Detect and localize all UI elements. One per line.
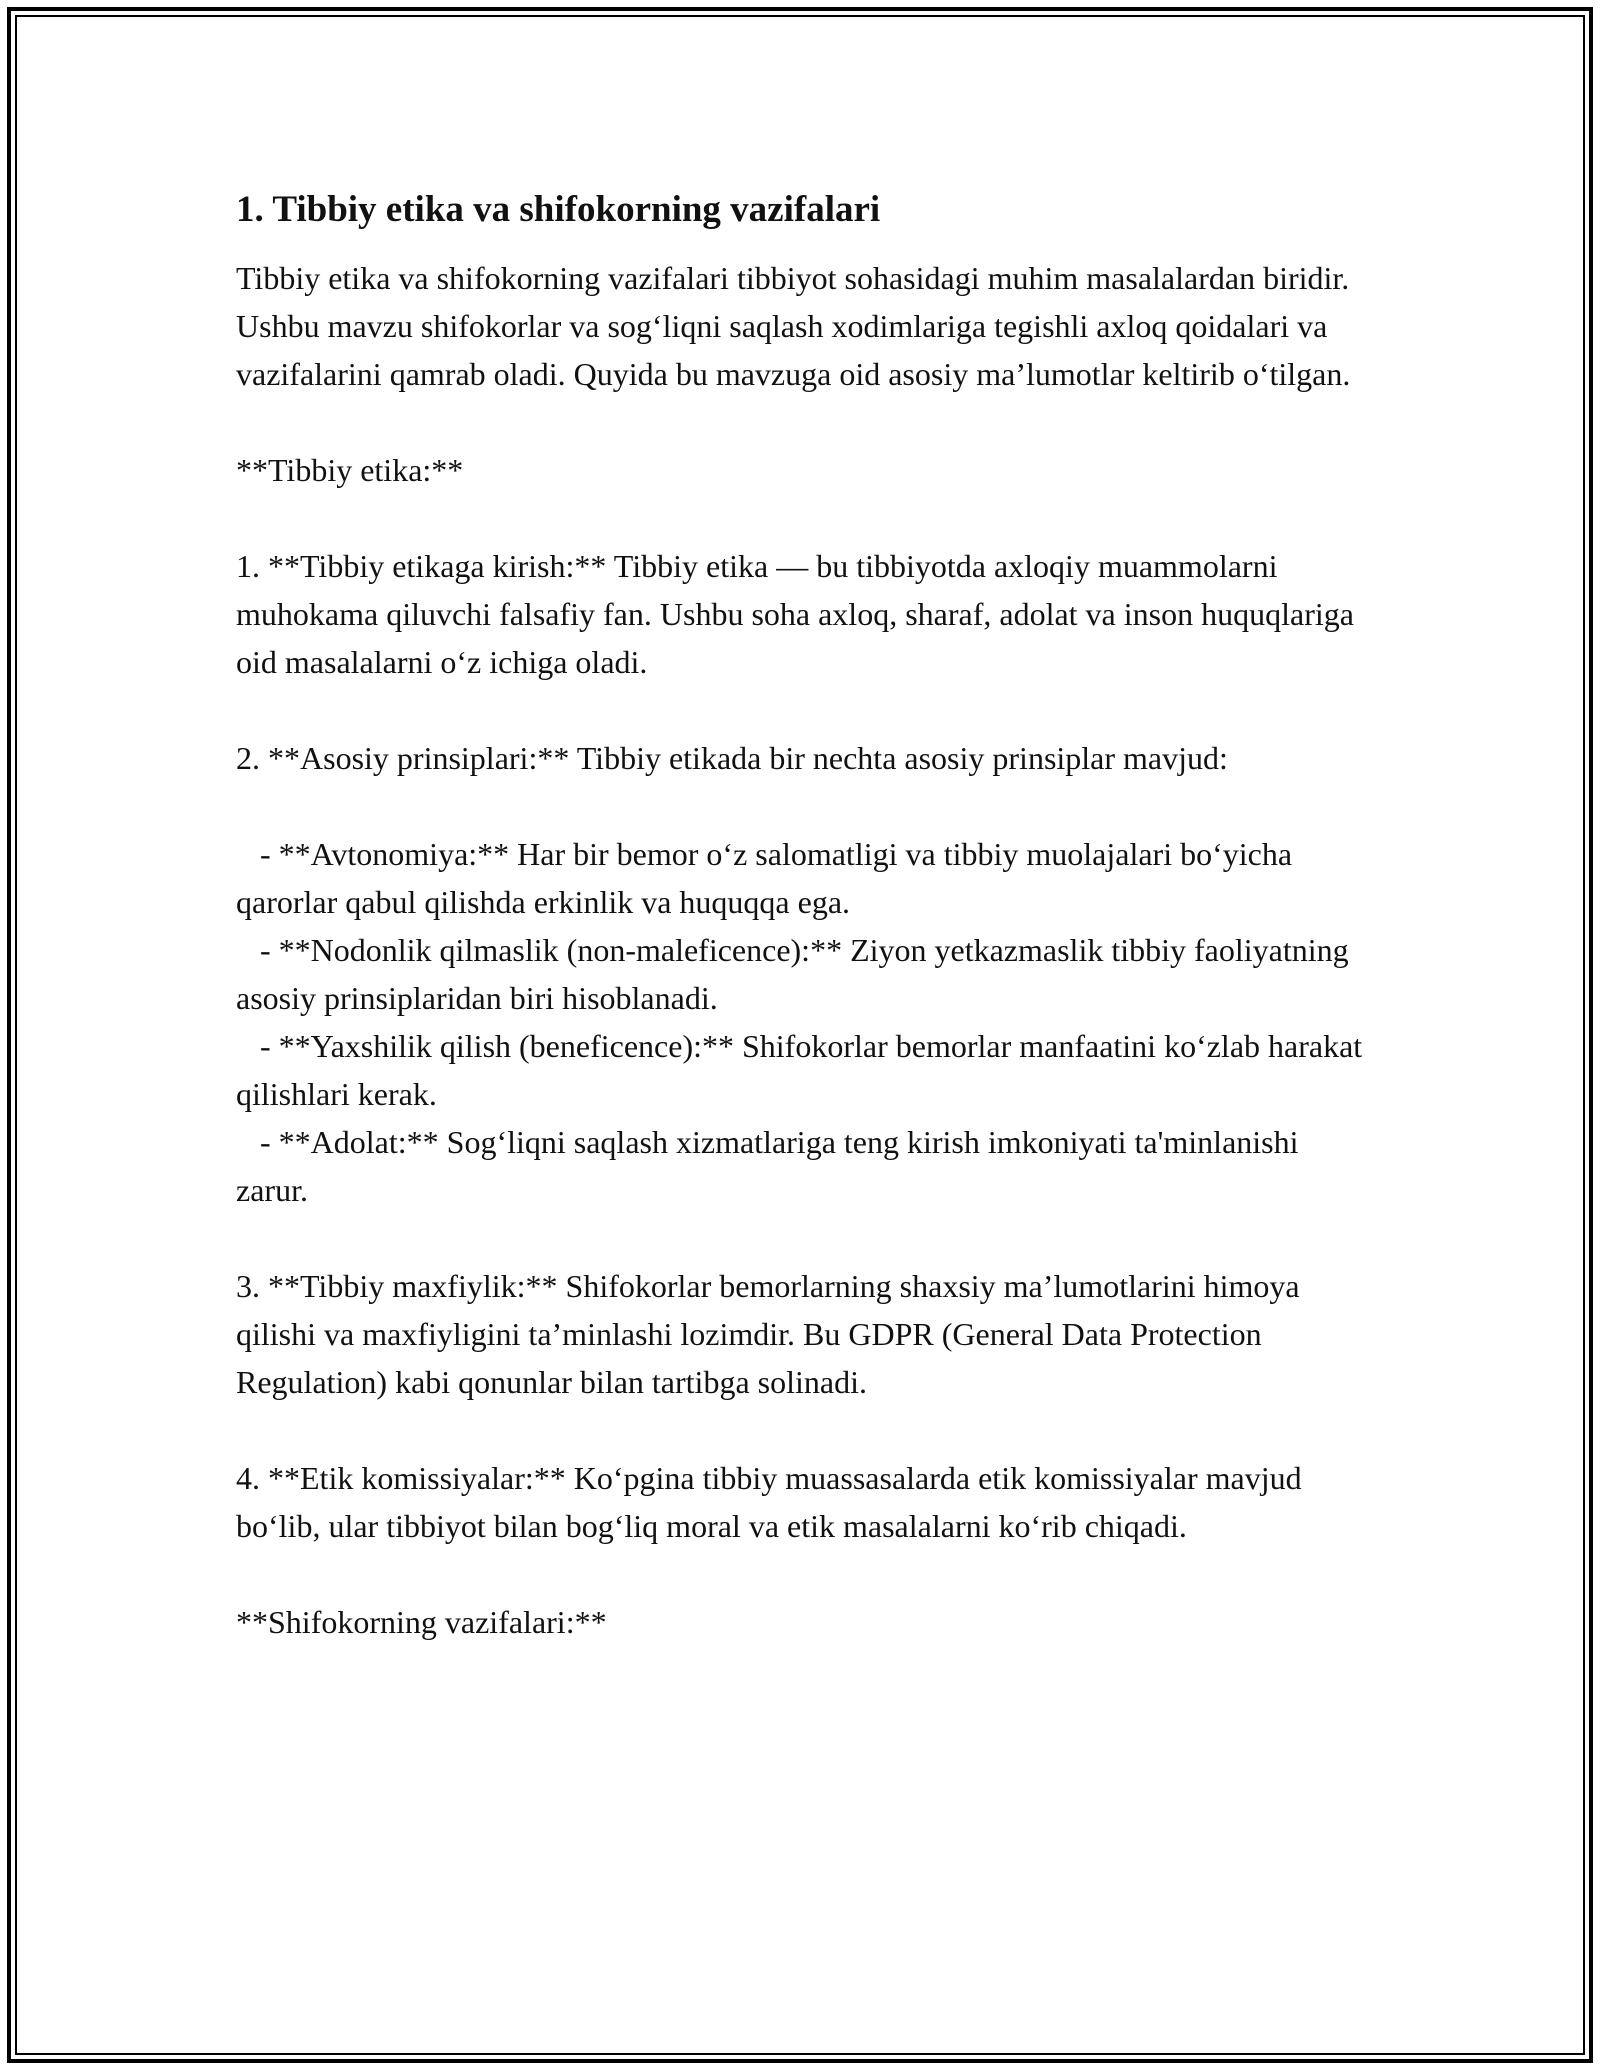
list-item-ethics-committees: 4. **Etik komissiyalar:** Ko‘pgina tibbiy muassasalarda etik komissiyalar mavjud bo‘lib, ular tibbiyot bilan bog‘liq moral va etik masalalarni ko‘rib chiqadi.: [236, 1460, 1310, 1544]
list-item-principles: 2. **Asosiy prinsiplari:** Tibbiy etikada bir nechta asosiy prinsiplar mavjud:: [236, 740, 1228, 776]
document-body: [236, 186, 1376, 1646]
paragraph-gap: [236, 1214, 1376, 1262]
paragraph-gap: [236, 686, 1376, 734]
list-item-introduction: 1. **Tibbiy etikaga kirish:** Tibbiy etika — bu tibbiyotda axloqiy muammolarni muhokama qiluvchi falsafiy fan. Ushbu soha axloq, sharaf, adolat va inson huquqlariga oid masalalarni o‘z ichiga oladi.: [236, 548, 1362, 680]
paragraph-gap: [236, 1550, 1376, 1598]
sub-item-beneficence: - **Yaxshilik qilish (beneficence):** Shifokorlar bemorlar manfaatini ko‘zlab harakat qilishlari kerak.: [236, 1028, 1371, 1112]
sub-item-non-maleficence: - **Nodonlik qilmaslik (non-maleficence):** Ziyon yetkazmaslik tibbiy faoliyatning asosiy prinsiplaridan biri hisoblanadi.: [236, 932, 1357, 1016]
paragraph-gap: [236, 782, 1376, 830]
document-title: 1. Tibbiy etika va shifokorning vazifalari: [236, 189, 881, 230]
paragraph-gap: [236, 398, 1376, 446]
sub-item-justice: - **Adolat:** Sog‘liqni saqlash xizmatlariga teng kirish imkoniyati ta'minlanishi zarur.: [236, 1124, 1307, 1208]
paragraph-gap: [236, 494, 1376, 542]
sub-item-autonomy: - **Avtonomiya:** Har bir bemor o‘z salomatligi va tibbiy muolajalari bo‘yicha qarorlar qabul qilishda erkinlik va huquqqa ega.: [236, 836, 1301, 920]
ethics-section-heading: **Tibbiy etika:**: [236, 452, 464, 488]
list-item-confidentiality: 3. **Tibbiy maxfiylik:** Shifokorlar bemorlarning shaxsiy ma’lumotlarini himoya qilishi va maxfiyligini ta’minlashi lozimdir. Bu GDPR (General Data Protection Regulation) kabi qonunlar bilan tartibga solinadi.: [236, 1268, 1308, 1400]
paragraph-gap: [236, 1406, 1376, 1454]
intro-paragraph: Tibbiy etika va shifokorning vazifalari tibbiyot sohasidagi muhim masalalardan biridir. Ushbu mavzu shifokorlar va sog‘liqni saqlash xodimlariga tegishli axloq qoidalari va vazifalarini qamrab oladi. Quyida bu mavzuga oid asosiy ma’lumotlar keltirib o‘tilgan.: [236, 260, 1358, 392]
duties-section-heading: **Shifokorning vazifalari:**: [236, 1604, 607, 1640]
